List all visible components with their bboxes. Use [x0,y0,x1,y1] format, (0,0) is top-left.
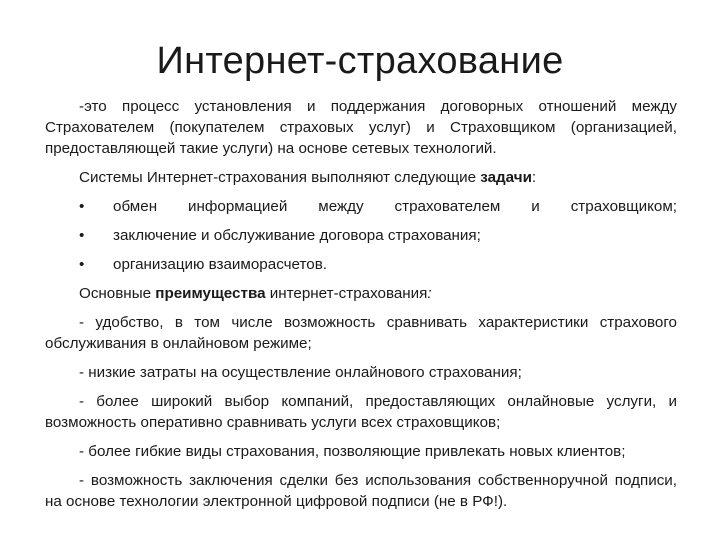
intro-text: это процесс установления и поддержания договорных отношений между Страхователем (покупателем страховых услуг) и Страховщиком (организацией, предоставляющей такие услуги) на основе сетевых технологий. [45,98,677,157]
bullet-text: обмен информацией между страхователем и страховщиком; [113,198,677,215]
bullet-item [79,254,677,275]
bullet-icon: • [79,256,85,273]
advantage-item: - возможность заключения сделки без использования собственноручной подписи, на основе технологии электронной цифровой подписи (не в РФ!). [45,472,677,510]
tasks-lead: Системы Интернет-страхования выполняют следующие [79,169,481,186]
bullet-icon: • [79,227,85,244]
advantages-tail: интернет-страхования [265,285,428,302]
bullet-text: заключение и обслуживание договора страхования; [113,227,481,244]
advantages-colon: : [427,285,432,302]
tasks-colon: : [531,169,537,186]
advantages-heading [45,283,677,304]
slide-body [45,96,677,520]
intro-paragraph [45,96,677,159]
tasks-heading [45,167,677,188]
intro-dash: - [79,98,85,115]
slide-title: Интернет-страхование [156,40,564,82]
advantage-item: - более гибкие виды страхования, позволяющие привлекать новых клиентов; [79,443,626,460]
bullet-item [79,196,677,217]
advantage-item: - низкие затраты на осуществление онлайнового страхования; [79,364,522,381]
advantage-item: - более широкий выбор компаний, предоставляющих онлайновые услуги, и возможность оперативно сравнивать услуги всех страховщиков; [45,393,677,431]
bullet-text: организацию взаиморасчетов. [113,256,327,273]
advantages-keyword: преимущества [155,285,266,302]
tasks-keyword: задачи [480,169,532,186]
bullet-icon: • [79,198,85,215]
advantage-item: - удобство, в том числе возможность сравнивать характеристики страхового обслуживания в онлайновом режиме; [45,314,677,352]
bullet-item [79,225,677,246]
advantages-lead: Основные [79,285,156,302]
